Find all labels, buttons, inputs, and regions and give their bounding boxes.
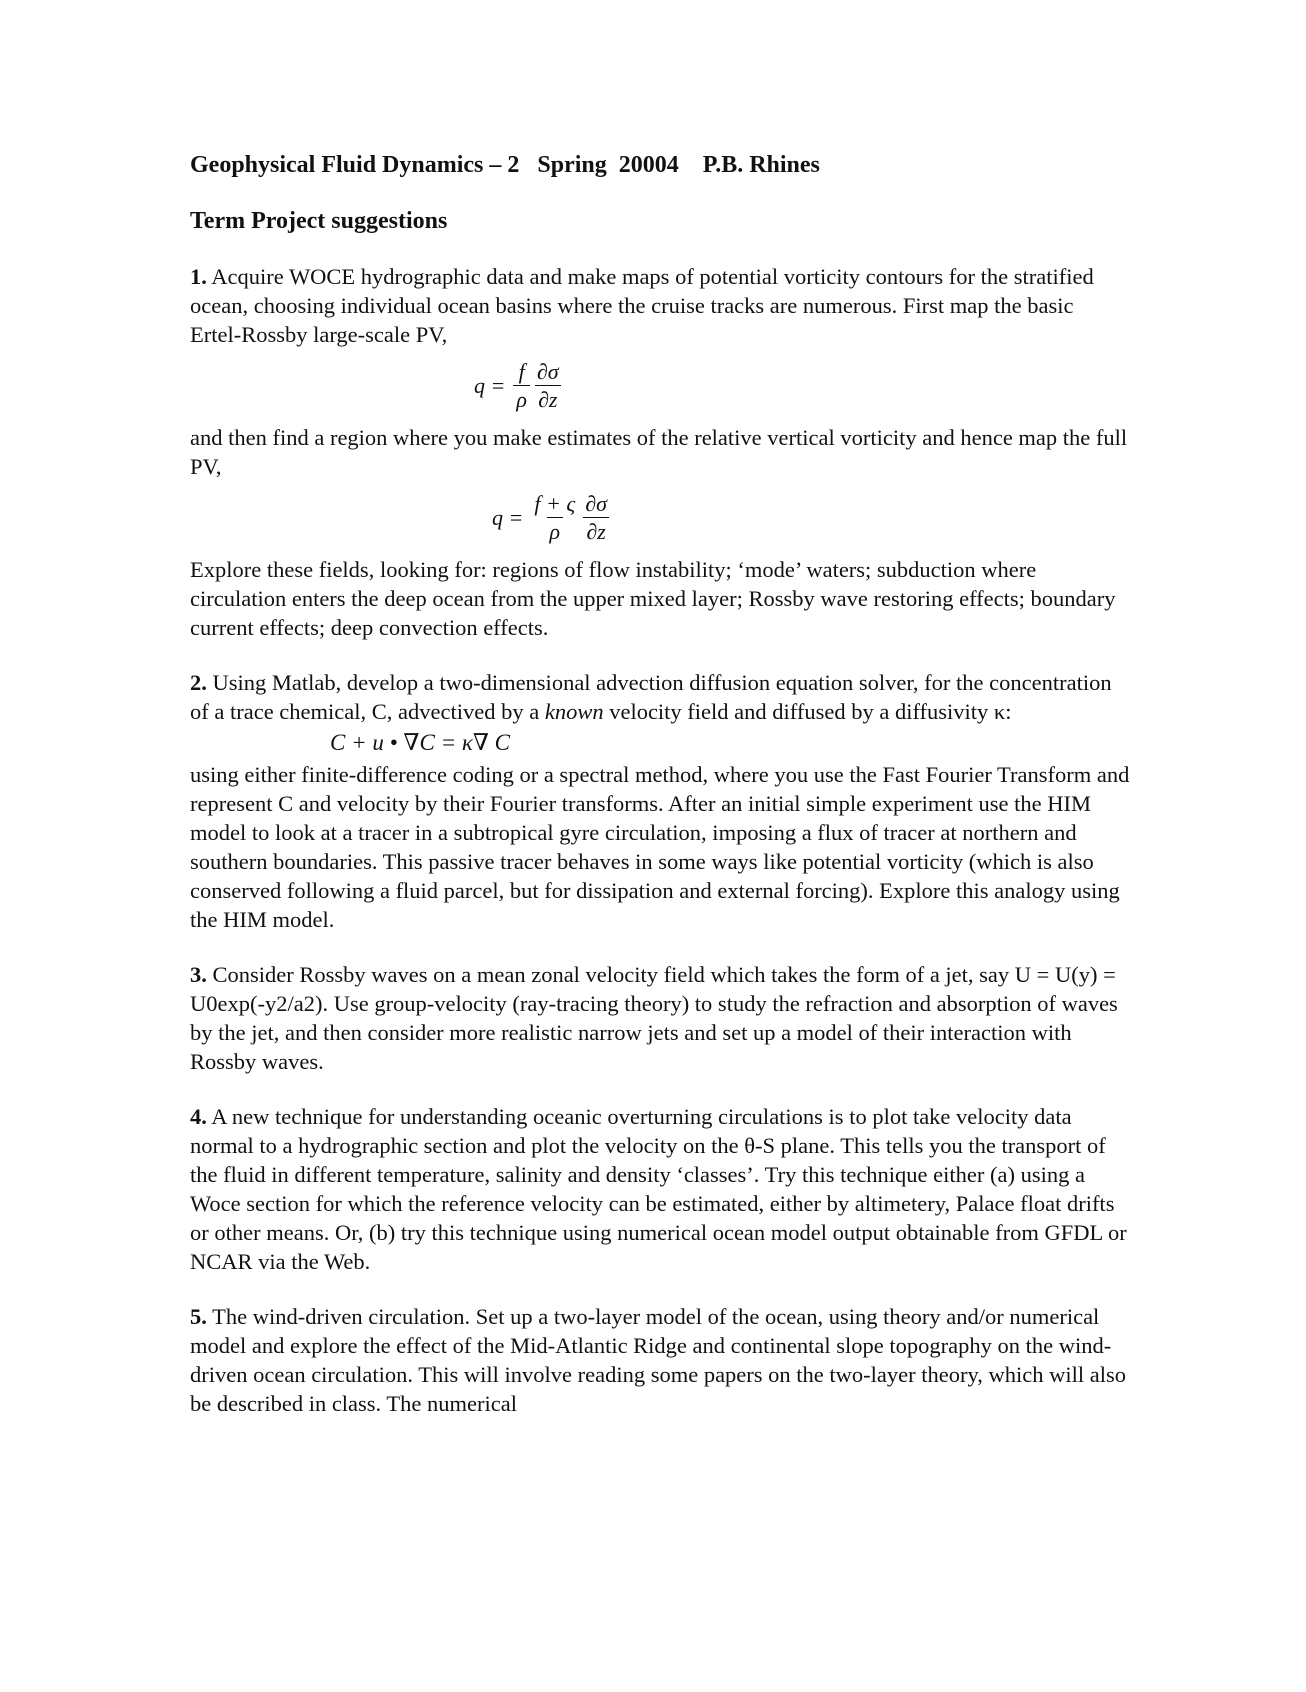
item-1-text-c: Explore these fields, looking for: regions of flow instability; ‘mode’ waters; subduction where circulation enters the deep ocean from the upper mixed layer; Rossby wave restoring effects; boundary current effects; deep convection effects. bbox=[190, 557, 1116, 640]
equation-advection-diffusion: C + u • ∇C = κ∇ C bbox=[330, 730, 511, 755]
eq1-num2: ∂σ bbox=[536, 358, 559, 384]
item-1-text-b: and then find a region where you make estimates of the relative vertical vorticity and hence map the full PV, bbox=[190, 425, 1128, 479]
item-4-paragraph bbox=[190, 1102, 1130, 1276]
eq1-num1: f bbox=[518, 358, 525, 384]
item-2-text-b: using either finite-difference coding or a spectral method, where you use the Fast Fourier Transform and represent C and velocity by their Fourier transforms. After an initial simple experiment use the HIM model to look at a tracer in a subtropical gyre circulation, imposing a flux of tracer at northern and southern boundaries. This passive tracer behaves in some ways like potential vorticity (which is also conserved following a fluid parcel, but for dissipation and external forcing). Explore this analogy using the HIM model. bbox=[190, 762, 1130, 932]
item-2-intro bbox=[190, 668, 1130, 726]
project-item-1 bbox=[190, 262, 1130, 642]
item-3-paragraph bbox=[190, 960, 1130, 1076]
eq2-num1: f + ς bbox=[534, 490, 576, 516]
eq2-fraction-2 bbox=[582, 491, 610, 546]
document-body bbox=[190, 150, 1130, 1418]
item-3-number: 3. bbox=[190, 962, 207, 987]
project-item-2 bbox=[190, 668, 1130, 934]
item-2-text-a: Using Matlab, develop a two-dimensional advection diffusion equation solver, for the concentration of a trace chemical, C, advectived by a bbox=[190, 670, 1112, 724]
item-5-number: 5. bbox=[190, 1304, 207, 1329]
item-1-number: 1. bbox=[190, 264, 207, 289]
project-item-3 bbox=[190, 960, 1130, 1076]
project-item-5 bbox=[190, 1302, 1130, 1418]
item-2-known: known bbox=[544, 699, 604, 724]
project-item-4 bbox=[190, 1102, 1130, 1276]
item-5-text: The wind-driven circulation. Set up a two-layer model of the ocean, using theory and/or numerical model and explore the effect of the Mid-Atlantic Ridge and continental slope topography on the wind-driven ocean circulation. This will involve reading some papers on the two-layer theory, which will also be described in class. The numerical bbox=[190, 1304, 1126, 1416]
item-4-text: A new technique for understanding oceanic overturning circulations is to plot take velocity data normal to a hydrographic section and plot the velocity on the θ-S plane. This tells you the transport of the fluid in different temperature, salinity and density ‘classes’. Try this technique either (a) using a Woce section for which the reference velocity can be estimated, either by altimetery, Palace float drifts or other means. Or, (b) try this technique using numerical ocean model output obtainable from GFDL or NCAR via the Web. bbox=[190, 1104, 1127, 1274]
item-1-text-a: Acquire WOCE hydrographic data and make maps of potential vorticity contours for the stratified ocean, choosing individual ocean basins where the cruise tracks are numerous. First map the basic Ertel-Rossby large-scale PV, bbox=[190, 264, 1094, 347]
eq1-fraction-2 bbox=[534, 359, 562, 414]
eq1-den1: ρ bbox=[513, 385, 530, 414]
item-4-number: 4. bbox=[190, 1104, 207, 1129]
item-2-number: 2. bbox=[190, 670, 207, 695]
eq2-num2: ∂σ bbox=[585, 490, 607, 516]
eq1-den2: ∂z bbox=[535, 385, 560, 414]
eq2-lhs: q = bbox=[492, 505, 524, 530]
item-5-paragraph bbox=[190, 1302, 1130, 1418]
item-1-intro bbox=[190, 262, 1130, 349]
eq2-fraction-1 bbox=[531, 491, 578, 546]
item-3-text: Consider Rossby waves on a mean zonal velocity field which takes the form of a jet, say U = U(y) = U0exp(-y2/a2). Use group-velocity (ray-tracing theory) to study the refraction and absorption of waves by the jet, and then consider more realistic narrow jets and set up a model of their interaction with Rossby waves. bbox=[190, 962, 1118, 1074]
item-2-text-a2: velocity field and diffused by a diffusivity κ: bbox=[603, 699, 1012, 724]
equation-full-pv bbox=[190, 481, 1130, 555]
eq2-den2: ∂z bbox=[583, 517, 608, 546]
eq1-fraction-1 bbox=[513, 359, 530, 414]
document-subtitle: Term Project suggestions bbox=[190, 208, 448, 234]
eq1-lhs: q = bbox=[474, 373, 506, 398]
equation-ertel-pv bbox=[190, 349, 1130, 423]
eq2-den1: ρ bbox=[547, 517, 564, 546]
document-title: Geophysical Fluid Dynamics – 2 Spring 20004 P.B. Rhines bbox=[190, 152, 820, 178]
